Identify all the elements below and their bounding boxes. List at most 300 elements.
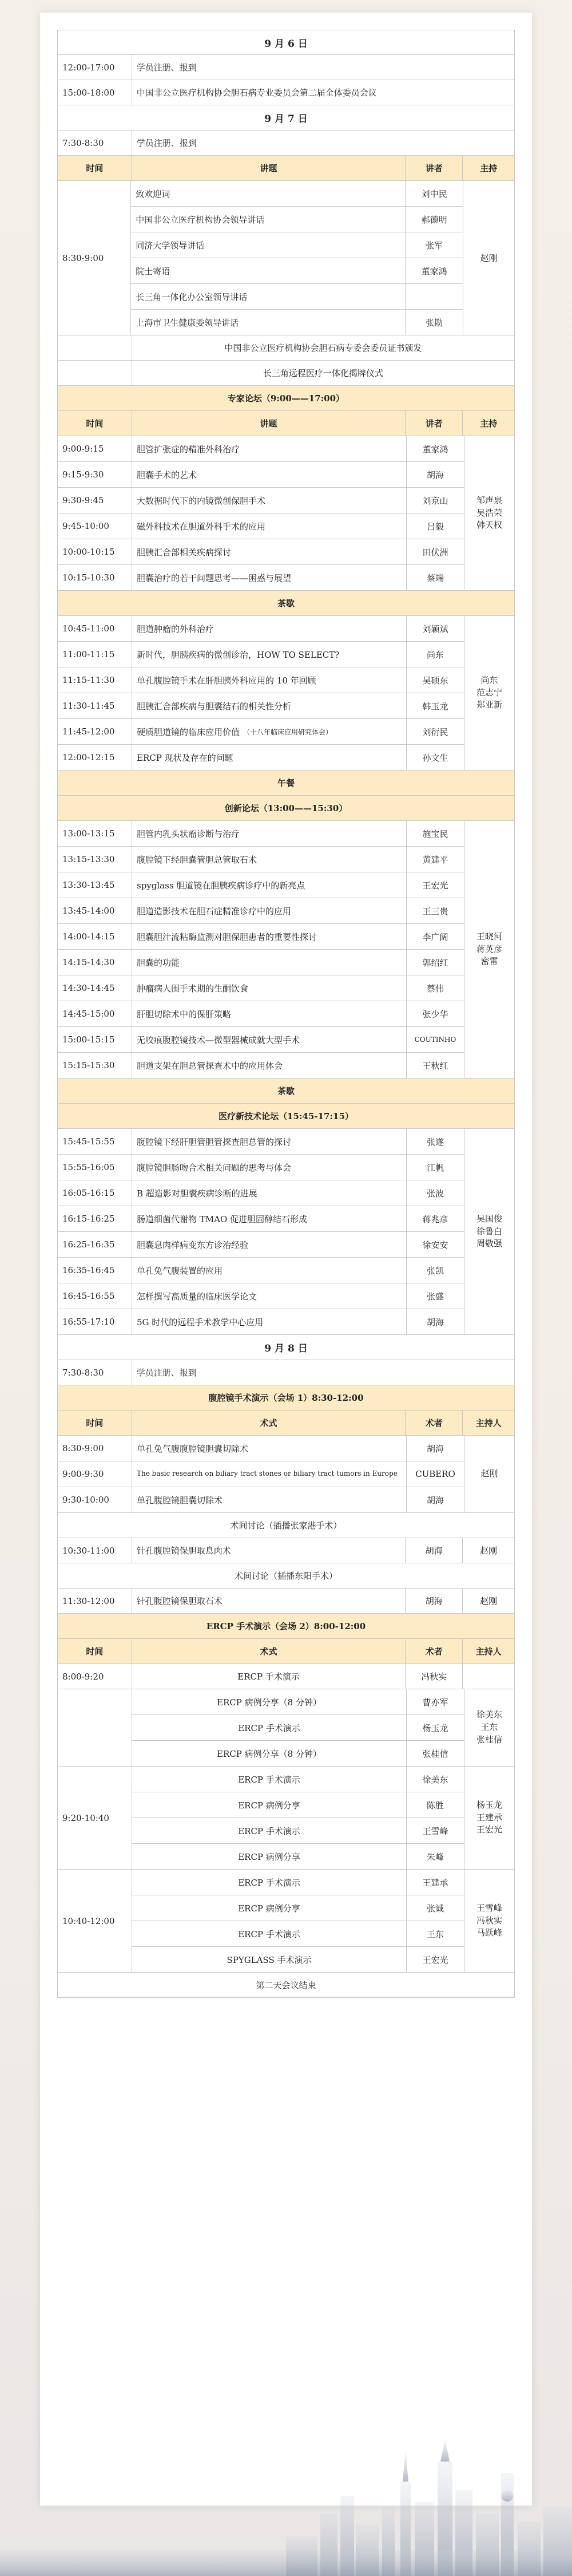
topic-text: 胆囊息肉样病变东方诊治经验 <box>137 1239 249 1250</box>
topic-text: 怎样撰写高质量的临床医学论文 <box>137 1291 257 1302</box>
table-row <box>58 950 464 975</box>
topic-cell <box>132 847 407 872</box>
topic-text: 单孔免气腹装置的应用 <box>137 1265 223 1276</box>
table-row <box>58 667 464 693</box>
topic-cell <box>132 1870 407 1895</box>
program-card <box>40 13 532 2506</box>
topic-cell <box>132 488 407 513</box>
topic-text: 胆囊胆汁流粘酶监测对胆保胆患者的重要性探讨 <box>137 931 317 942</box>
topic-text: 胆胰汇合部疾病与胆囊结石的相关性分析 <box>137 701 292 712</box>
topic-cell <box>132 1461 407 1487</box>
table-row <box>58 1283 464 1309</box>
table-row <box>58 847 464 872</box>
topic-text: ERCP 病例分享（8 分钟） <box>217 1748 321 1759</box>
opening-rows <box>131 181 463 335</box>
topic-text: 腹腔镜下经肝胆管胆管探查胆总管的探讨 <box>137 1136 292 1147</box>
speaker-cell: 董家鸿 <box>421 266 447 276</box>
rows-column <box>58 616 464 770</box>
topic-cell <box>132 1818 407 1843</box>
discussion-1: 术间讨论（插播张家港手术） <box>230 1520 342 1531</box>
time-cell: 16:45-16:55 <box>58 1283 132 1309</box>
date-row-sep8 <box>57 1335 515 1360</box>
speaker-cell: 江帆 <box>426 1162 444 1173</box>
topic-cell <box>132 1129 407 1154</box>
topic-cell: 中国非公立医疗机构协会胆石病专业委员会第二届全体委员会议 <box>136 88 377 98</box>
chair-cell: 赵刚 <box>480 1596 498 1606</box>
speaker-cell: 蔡端 <box>426 572 444 583</box>
header-row <box>57 1639 515 1664</box>
speaker-cell: 朱峰 <box>426 1851 444 1862</box>
topic-text: ERCP 现状及存在的问题 <box>137 752 233 763</box>
table-row <box>131 258 463 284</box>
rows-column <box>58 1436 464 1512</box>
speaker-cell: 张遂 <box>426 1136 444 1147</box>
rows-column <box>58 436 464 590</box>
col-header-chair: 主持人 <box>475 1646 502 1657</box>
chair-cell: 杨玉龙 王建承 王宏光 <box>476 1799 502 1835</box>
group-rows <box>58 1689 464 1766</box>
table-row <box>132 1947 464 1972</box>
topic-cell <box>132 1715 407 1740</box>
topic-text: 肠道细菌代谢物 TMAO 促进胆固醇结石形成 <box>137 1214 308 1224</box>
section-title-lap-demo: 腹腔镜手术演示（会场 1）8:30-12:00 <box>58 1385 514 1410</box>
topic-cell <box>132 565 407 590</box>
time-cell: 15:15-15:30 <box>58 1053 132 1078</box>
expert-forum-group <box>57 436 515 591</box>
time-cell: 9:20-10:40 <box>58 1767 132 1869</box>
col-header-chair: 主持人 <box>475 1418 502 1428</box>
table-row <box>58 745 464 770</box>
topic-cell <box>132 1921 407 1946</box>
topic-text: 腹腔镜下经胆囊管胆总管取石术 <box>137 854 257 865</box>
time-cell: 10:30-11:00 <box>58 1538 132 1563</box>
topic-text: B 超造影对胆囊疾病诊断的进展 <box>137 1188 257 1199</box>
time-cell: 14:45-15:00 <box>58 1001 132 1026</box>
table-row <box>132 1741 464 1766</box>
speaker-cell: 董家鸿 <box>422 444 448 455</box>
topic-cell <box>132 1844 407 1869</box>
closing-row <box>57 1973 515 1998</box>
table-row <box>58 1232 464 1258</box>
speaker-cell: 施宝民 <box>422 828 448 839</box>
col-header-chair: 主持 <box>480 418 498 429</box>
topic-cell: 上海市卫生健康委领导讲话 <box>131 310 406 335</box>
topic-cell: 院士寄语 <box>131 258 406 283</box>
time-cell: 13:45-14:00 <box>58 898 132 923</box>
time-cell: 10:15-10:30 <box>58 565 132 590</box>
lap-demo-group <box>57 1436 515 1513</box>
table-row <box>131 232 463 258</box>
innovation-group <box>57 821 515 1078</box>
medtech-group <box>57 1129 515 1335</box>
section-row <box>57 386 515 411</box>
time-cell: 13:15-13:30 <box>58 847 132 872</box>
empty-cell <box>58 361 132 385</box>
table-row <box>58 821 464 847</box>
topic-text: spyglass 胆道镜在胆胰疾病诊疗中的新亮点 <box>137 880 305 891</box>
topic-text: The basic research on biliary tract stones or biliary tract tumors in Europe <box>137 1469 398 1478</box>
time-cell: 11:15-11:30 <box>58 667 132 693</box>
speaker-cell: 刘衍民 <box>422 726 448 737</box>
speaker-cell: 尚东 <box>426 649 444 660</box>
topic-cell: 同济大学领导讲话 <box>131 232 406 258</box>
table-row <box>131 181 463 207</box>
table-row <box>58 462 464 488</box>
topic-cell: 针孔腹腔镜保胆取石术 <box>132 1589 406 1613</box>
topic-text: 胆道肿瘤的外科治疗 <box>137 623 214 634</box>
time-cell: 14:00-14:15 <box>58 924 132 949</box>
topic-cell <box>132 693 407 718</box>
time-cell: 9:00-9:15 <box>58 436 132 461</box>
time-cell: 9:00-9:30 <box>58 1461 132 1487</box>
topic-text: 单孔免气腹腹腔镜胆囊切除术 <box>137 1443 249 1454</box>
section-row <box>57 1078 515 1104</box>
speaker-cell: 郝德明 <box>421 214 447 225</box>
chair-cell: 吴国俊 徐鲁白 周敬强 <box>476 1213 502 1249</box>
chair-cell: 尚东 范志宁 郑亚新 <box>476 674 502 710</box>
section-title-medtech: 医疗新技术论坛（15:45-17:15） <box>58 1104 514 1128</box>
col-header-speaker: 讲者 <box>406 156 463 180</box>
topic-cell <box>132 436 407 461</box>
topic-cell <box>132 1792 407 1818</box>
section-title-expert-forum: 专家论坛（9:00——17:00） <box>58 386 514 410</box>
topic-text: 肝胆切除术中的保肝策略 <box>137 1009 232 1020</box>
speaker-cell: 刘中民 <box>421 188 447 199</box>
speaker-cell: 杨玉龙 <box>422 1722 448 1733</box>
table-row <box>132 1689 464 1715</box>
time-cell: 9:15-9:30 <box>58 462 132 487</box>
speaker-cell: 王秋红 <box>422 1060 448 1071</box>
speaker-cell: 张凯 <box>426 1265 444 1276</box>
time-cell: 16:05-16:15 <box>58 1180 132 1206</box>
discussion-row <box>57 1513 515 1538</box>
table-row <box>58 693 464 719</box>
topic-cell <box>132 1741 407 1766</box>
table-row <box>132 1870 464 1895</box>
speaker-cell: 胡海 <box>406 1538 463 1563</box>
speaker-cell: 王建承 <box>422 1877 448 1888</box>
group-rows <box>58 821 464 1078</box>
table-row <box>58 1309 464 1334</box>
table-row <box>58 488 464 513</box>
speaker-cell: 王三贵 <box>422 906 448 916</box>
table-row <box>58 642 464 667</box>
table-row <box>58 1155 464 1180</box>
topic-cell <box>132 462 407 487</box>
table-row <box>58 1436 464 1461</box>
speaker-cell: 徐美东 <box>422 1774 448 1785</box>
topic-text: 硬质胆道镜的临床应用价值 <box>137 726 240 737</box>
topic-text: 肿瘤病人围手术期的生酮饮食 <box>137 983 249 994</box>
time-cell: 8:30-9:00 <box>58 181 131 335</box>
topic-cell: 学员注册、报到 <box>136 138 197 148</box>
time-cell: 16:55-17:10 <box>58 1309 132 1334</box>
ceremony-1: 中国非公立医疗机构协会胆石病专委会委员证书颁发 <box>224 343 422 353</box>
group-rows <box>58 1436 464 1512</box>
speaker-cell: 王东 <box>426 1929 444 1939</box>
discussion-2: 术间讨论（插播东阳手术） <box>234 1571 337 1581</box>
time-cell: 10:00-10:15 <box>58 539 132 564</box>
ceremony-row <box>57 361 515 386</box>
time-cell: 9:30-9:45 <box>58 488 132 513</box>
topic-cell <box>132 745 407 770</box>
section-row <box>57 796 515 821</box>
table-row <box>131 284 463 310</box>
speaker-cell: 张少华 <box>422 1009 448 1020</box>
topic-cell <box>132 1027 407 1052</box>
date-sep8: 9 月 8 日 <box>58 1335 514 1360</box>
topic-cell <box>132 1155 407 1180</box>
topic-cell: 长三角一体化办公室领导讲话 <box>131 284 406 309</box>
topic-text: ERCP 病例分享 <box>238 1851 300 1862</box>
speaker-cell: 李广阔 <box>422 931 448 942</box>
speaker-cell: 张勘 <box>426 317 443 328</box>
time-cell: 15:00-15:15 <box>58 1027 132 1052</box>
topic-cell: 针孔腹腔镜保胆取息肉术 <box>132 1538 406 1563</box>
topic-cell <box>132 667 407 693</box>
section-title-ercp-demo: ERCP 手术演示（会场 2）8:00-12:00 <box>58 1614 514 1638</box>
table-row <box>131 310 463 335</box>
col-header-topic: 术式 <box>132 1639 406 1664</box>
time-cell: 7:30-8:30 <box>58 1360 132 1385</box>
topic-cell <box>132 1001 407 1026</box>
time-cell: 8:00-9:20 <box>58 1664 132 1689</box>
speaker-cell: 张桂信 <box>422 1748 448 1759</box>
table-row <box>131 207 463 232</box>
section-row <box>57 771 515 796</box>
speaker-cell: 王雪峰 <box>422 1826 448 1836</box>
topic-cell <box>132 1689 407 1714</box>
topic-cell <box>132 1180 407 1206</box>
topic-text: 胆管内乳头状瘤诊断与治疗 <box>137 828 240 839</box>
group-rows <box>58 1870 464 1972</box>
topic-cell <box>132 1283 407 1309</box>
topic-cell <box>132 1053 407 1078</box>
table-row <box>132 1844 464 1869</box>
time-cell: 10:45-11:00 <box>58 616 132 641</box>
time-cell: 8:30-9:00 <box>58 1436 132 1461</box>
speaker-cell <box>406 284 463 309</box>
table-row <box>58 1258 464 1283</box>
speaker-cell: 黄建平 <box>422 854 448 865</box>
topic-cell: 学员注册、报到 <box>136 62 197 73</box>
topic-cell <box>132 821 407 846</box>
table-row <box>57 80 515 105</box>
topic-text: 新时代，胆胰疾病的微创诊治，HOW TO SELECT? <box>137 649 340 660</box>
col-header-topic: 讲题 <box>132 156 406 180</box>
table-row <box>132 1895 464 1921</box>
speaker-cell: 胡海 <box>426 1317 444 1327</box>
topic-cell <box>132 1309 407 1334</box>
topic-text: ERCP 手术演示 <box>238 1877 300 1888</box>
topic-text: 胆道支架在胆总管探查术中的应用体会 <box>137 1060 283 1071</box>
col-header-chair: 主持 <box>480 163 498 173</box>
closing-text: 第二天会议结束 <box>256 1980 316 1990</box>
section-row <box>57 1614 515 1639</box>
topic-text: ERCP 手术演示 <box>238 1929 300 1939</box>
time-cell: 16:35-16:45 <box>58 1258 132 1283</box>
break-label: 茶歇 <box>58 591 514 615</box>
time-cell: 9:45-10:00 <box>58 513 132 539</box>
header-row <box>57 156 515 181</box>
ercp-group-1 <box>57 1689 515 1767</box>
lunch-label: 午餐 <box>58 771 514 795</box>
topic-cell <box>132 1436 407 1461</box>
date-row-sep7 <box>57 105 515 131</box>
speaker-cell: 吕毅 <box>426 521 444 532</box>
speaker-cell: 徐安安 <box>422 1239 448 1250</box>
topic-text: 腹腔镜胆肠吻合术相关问题的思考与体会 <box>137 1162 292 1173</box>
table-row <box>58 436 464 462</box>
table-row <box>57 1538 515 1563</box>
time-cell: 16:15-16:25 <box>58 1206 132 1231</box>
topic-cell <box>132 1258 407 1283</box>
topic-text: 无咬痕腹腔镜技术—微型器械成就大型手术 <box>137 1034 300 1045</box>
session2-group <box>57 616 515 771</box>
topic-cell: 学员注册、报到 <box>136 1368 197 1378</box>
table-row <box>57 1664 515 1689</box>
table-row <box>58 1129 464 1155</box>
group-rows <box>58 436 464 590</box>
topic-text: ERCP 手术演示 <box>238 1826 300 1836</box>
topic-cell <box>132 1895 407 1921</box>
ceremony-row <box>57 335 515 361</box>
table-row <box>132 1818 464 1844</box>
time-cell: 14:30-14:45 <box>58 975 132 1001</box>
time-cell: 13:30-13:45 <box>58 872 132 898</box>
speaker-cell: 田伏洲 <box>422 547 448 558</box>
time-cell: 12:00-17:00 <box>58 55 132 80</box>
section-row <box>57 1385 515 1411</box>
table-row <box>58 898 464 924</box>
time-cell: 7:30-8:30 <box>58 131 132 155</box>
topic-text: 胆囊的功能 <box>137 957 180 968</box>
header-row <box>57 411 515 436</box>
topic-cell <box>132 1232 407 1257</box>
topic-cell <box>132 1947 407 1972</box>
schedule-table <box>57 30 515 1998</box>
chair-cell: 赵刚 <box>480 1468 498 1479</box>
ceremony-2: 长三角远程医疗一体化揭牌仪式 <box>263 368 383 378</box>
topic-cell: 中国非公立医疗机构协会领导讲话 <box>131 207 406 232</box>
time-cell: 11:00-11:15 <box>58 642 132 667</box>
group-rows <box>58 1767 464 1869</box>
topic-text: ERCP 手术演示 <box>238 1774 300 1785</box>
rows-column <box>132 1767 464 1869</box>
topic-text: ERCP 病例分享 <box>238 1800 300 1811</box>
speaker-cell: 胡海 <box>426 1495 444 1506</box>
section-row <box>57 1104 515 1129</box>
time-cell: 15:55-16:05 <box>58 1155 132 1180</box>
topic-text: 单孔腹腔镜手术在肝胆胰外科应用的 10 年回顾 <box>137 675 316 686</box>
col-header-time: 时间 <box>58 156 132 180</box>
opening-block <box>57 181 515 335</box>
table-row <box>58 565 464 590</box>
topic-text: 胆囊手术的艺术 <box>137 469 197 480</box>
table-row <box>132 1921 464 1947</box>
topic-cell <box>132 539 407 564</box>
chair-cell: 王雪峰 冯秋实 马跃峰 <box>476 1902 502 1938</box>
speaker-cell: 张波 <box>426 1188 444 1199</box>
topic-text: 单孔腹腔镜胆囊切除术 <box>137 1495 223 1506</box>
time-cell: 11:30-11:45 <box>58 693 132 718</box>
table-row <box>58 539 464 565</box>
speaker-cell: CUBERO <box>415 1469 455 1479</box>
time-cell: 13:00-13:15 <box>58 821 132 846</box>
date-row-sep6 <box>57 30 515 55</box>
table-row <box>58 1487 464 1512</box>
topic-text: ERCP 病例分享 <box>238 1903 300 1914</box>
speaker-cell: 胡海 <box>426 469 444 480</box>
topic-note: （十八年临床应用研究体会） <box>243 728 333 736</box>
chair-cell: 邹声泉 吴浩荣 韩天权 <box>476 495 502 531</box>
col-header-time: 时间 <box>58 1639 132 1664</box>
speaker-cell: 张盛 <box>426 1291 444 1302</box>
topic-cell <box>132 1767 407 1792</box>
table-row <box>58 975 464 1001</box>
city-skyline-illustration <box>0 2427 572 2576</box>
table-row <box>58 1001 464 1027</box>
table-row <box>132 1715 464 1741</box>
table-row <box>57 1589 515 1614</box>
table-row <box>58 872 464 898</box>
time-cell: 10:40-12:00 <box>58 1870 132 1972</box>
chair-cell: 王晓河 蒋英彦 密雷 <box>476 931 502 967</box>
topic-text: 大数据时代下的内镜微创保胆手术 <box>137 495 266 506</box>
speaker-cell: 胡海 <box>426 1443 444 1454</box>
table-row <box>58 1180 464 1206</box>
speaker-cell: 张军 <box>426 240 443 251</box>
table-row <box>57 131 515 156</box>
topic-text: ERCP 病例分享（8 分钟） <box>217 1697 321 1708</box>
rows-column <box>132 1870 464 1972</box>
table-row <box>58 1027 464 1053</box>
table-row <box>58 924 464 950</box>
speaker-cell: 韩玉龙 <box>422 701 448 712</box>
ercp-group-2 <box>57 1767 515 1870</box>
table-row <box>58 513 464 539</box>
time-cell: 15:00-18:00 <box>58 80 132 105</box>
topic-cell: 致欢迎词 <box>131 181 406 206</box>
time-cell: 9:30-10:00 <box>58 1487 132 1512</box>
section-title-innovation: 创新论坛（13:00——15:30） <box>58 796 514 820</box>
topic-text: 胆胰汇合部相关疾病探讨 <box>137 547 232 558</box>
topic-text: SPYGLASS 手术演示 <box>227 1954 312 1965</box>
section-row <box>57 591 515 616</box>
speaker-cell: 刘颖斌 <box>422 623 448 634</box>
rows-column <box>58 1129 464 1334</box>
topic-text: 胆囊治疗的若干问题思考——困惑与展望 <box>137 572 292 583</box>
table-row <box>58 1206 464 1232</box>
topic-cell <box>132 924 407 949</box>
topic-cell <box>132 513 407 539</box>
col-header-speaker: 术者 <box>406 1411 463 1435</box>
table-row <box>57 55 515 80</box>
topic-cell <box>132 1487 407 1512</box>
topic-text: ERCP 手术演示 <box>238 1722 300 1733</box>
table-row <box>58 1461 464 1487</box>
date-sep6: 9 月 6 日 <box>58 30 514 54</box>
ercp-group-3 <box>57 1870 515 1973</box>
speaker-cell: 蔡伟 <box>426 983 444 994</box>
table-row <box>132 1792 464 1818</box>
break-label: 茶歇 <box>58 1078 514 1103</box>
table-row <box>58 616 464 642</box>
chair-cell <box>463 1664 514 1689</box>
speaker-cell: 冯秋实 <box>406 1664 463 1689</box>
speaker-cell: 刘京山 <box>422 495 448 506</box>
topic-text: 5G 时代的远程手术教学中心应用 <box>137 1317 264 1327</box>
